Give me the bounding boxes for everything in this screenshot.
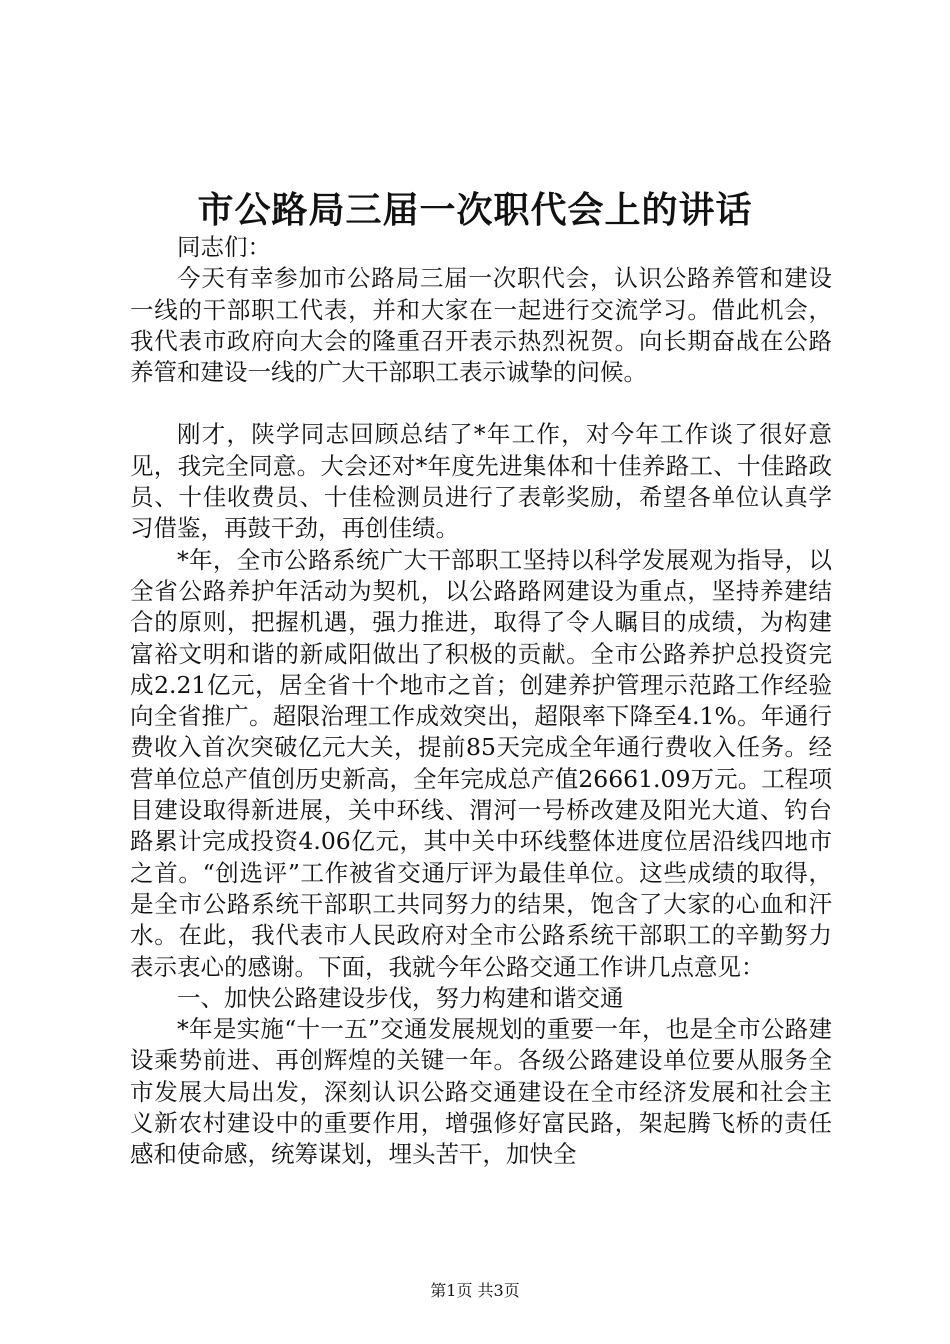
paragraph-1: 今天有幸参加市公路局三届一次职代会，认识公路养管和建设一线的干部职工代表，并和大家在一起进行交流学习。借此机会，我代表市政府向大会的隆重召开表示热烈祝贺。向长期奋战在公路养管和建设一线的广大干部职工表示诚挚的问候。 [130, 264, 832, 387]
paragraph-4: *年是实施“十一五”交通发展规划的重要一年，也是全市公路建设乘势前进、再创辉煌的关键一年。各级公路建设单位要从服务全市发展大局出发，深刻认识公路交通建设在全市经济发展和社会主义新农村建设中的重要作用，增强修好富民路，架起腾飞桥的责任感和使命感，统筹谋划，埋头苦干，加快全 [130, 1015, 832, 1169]
paragraph-3: *年，全市公路系统广大干部职工坚持以科学发展观为指导，以全省公路养护年活动为契机，以公路路网建设为重点，坚持养建结合的原则，把握机遇，强力推进，取得了令人瞩目的成绩，为构建富裕文明和谐的新咸阳做出了积极的贡献。全市公路养护总投资完成2.21亿元，居全省十个地市之首；创建养护管理示范路工作经验向全省推广。超限治理工作成效突出，超限率下降至4.1%。年通行费收入首次突破亿元大关，提前85天完成全年通行费收入任务。经营单位总产值创历史新高，全年完成总产值26661.09万元。工程项目建设取得新进展，关中环线、渭河一号桥改建及阳光大道、钓台路累计完成投资4.06亿元，其中关中环线整体进度位居沿线四地市之首。“创选评”工作被省交通厅评为最佳单位。这些成绩的取得，是全市公路系统干部职工共同努力的结果，饱含了大家的心血和汗水。在此，我代表市人民政府对全市公路系统干部职工的辛勤努力表示衷心的感谢。下面，我就今年公路交通工作讲几点意见： [130, 545, 832, 981]
document-body [130, 232, 832, 1171]
paragraph-gap [130, 388, 832, 419]
paragraph-2: 刚才，陕学同志回顾总结了*年工作，对今年工作谈了很好意见，我完全同意。大会还对*年度先进集体和十佳养路工、十佳路政员、十佳收费员、十佳检测员进行了表彰奖励，希望各单位认真学习借鉴，再鼓干劲，再创佳绩。 [130, 420, 832, 543]
section-heading-1: 一、加快公路建设步伐，努力构建和谐交通 [177, 983, 624, 1012]
page-number: 第1页 共3页 [430, 1281, 520, 1300]
document-title: 市公路局三届一次职代会上的讲话 [197, 189, 753, 231]
salutation: 同志们： [177, 233, 271, 261]
